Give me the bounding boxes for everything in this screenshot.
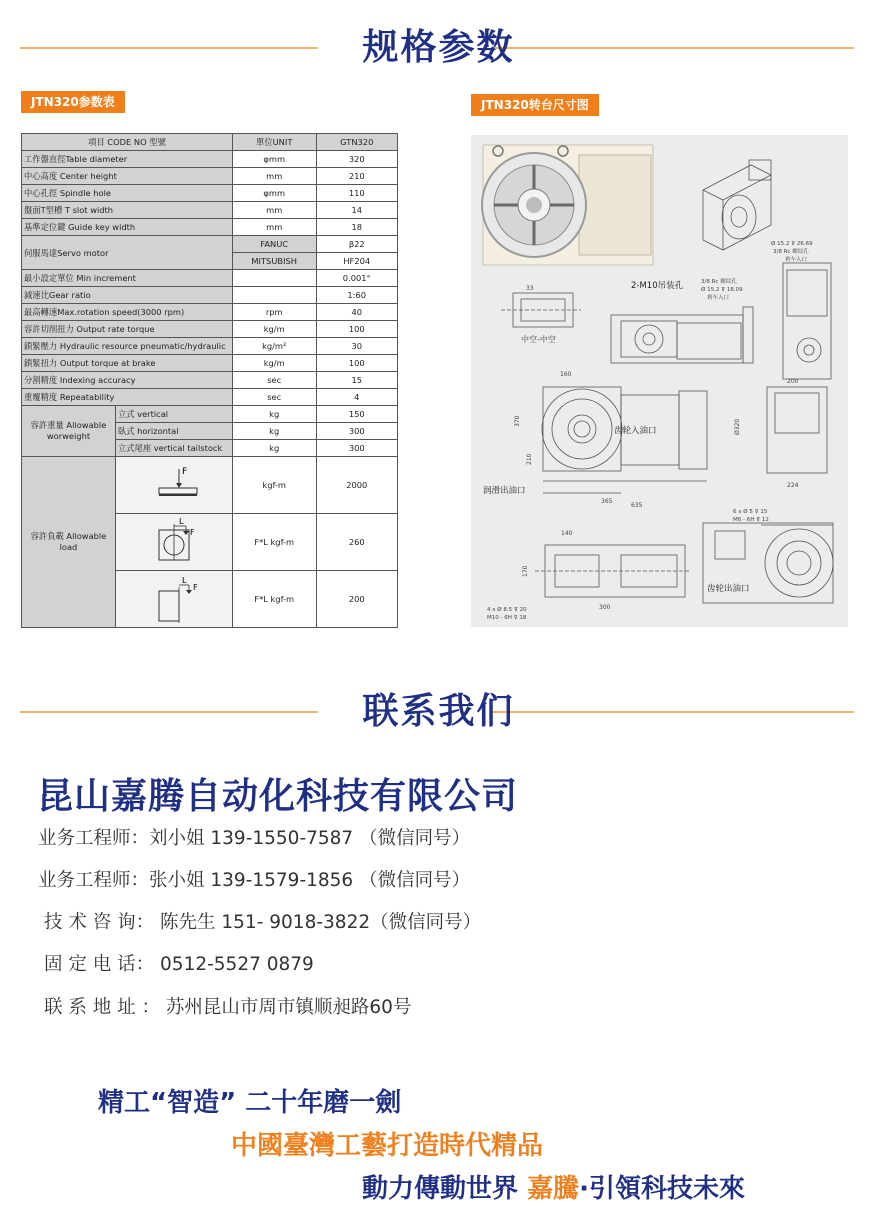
load-diagram-horizontal bbox=[115, 514, 232, 571]
spec-heading: 规格参数 bbox=[362, 27, 515, 68]
table-row: 減速比Gear ratio 1:60 bbox=[22, 287, 398, 304]
svg-text:Ø 15.2 ⊽ 18.09: Ø 15.2 ⊽ 18.09 bbox=[701, 287, 743, 293]
table-row: 最小設定單位 Min increment 0.001° bbox=[22, 270, 398, 287]
svg-text:370: 370 bbox=[514, 415, 521, 427]
load-diagram-tailstock bbox=[115, 571, 232, 628]
svg-text:L: L bbox=[181, 576, 187, 585]
load-tailstock-icon bbox=[119, 573, 229, 623]
svg-text:中空-中空: 中空-中空 bbox=[521, 335, 556, 344]
slogan-line-3 bbox=[362, 1168, 745, 1205]
rotary-table-drawing bbox=[471, 135, 848, 627]
company-name: 昆山嘉腾自动化科技有限公司 bbox=[37, 776, 519, 817]
contact-line: 业务工程师：张小姐 139-1579-1856 （微信同号） bbox=[38, 870, 471, 891]
table-header-row bbox=[22, 134, 398, 151]
table-row: L F F*L kgf-m 200 bbox=[22, 571, 398, 628]
header-model: GTN320 bbox=[316, 134, 398, 151]
load-vertical-icon bbox=[119, 459, 229, 509]
svg-text:200: 200 bbox=[787, 378, 799, 385]
contact-line: 固 定 电 话： 0512-5527 0879 bbox=[44, 954, 314, 975]
slogan-line-1: 精工“智造” 二十年磨一劍 bbox=[98, 1088, 402, 1118]
svg-text:210: 210 bbox=[526, 453, 533, 465]
plan-view bbox=[487, 530, 691, 621]
table-row: 最高轉速Max.rotation speed(3000 rpm) rpm 40 bbox=[22, 304, 398, 321]
svg-text:2-M10吊装孔: 2-M10吊装孔 bbox=[631, 281, 684, 291]
svg-text:4 x Ø 8.5 ⊽ 20: 4 x Ø 8.5 ⊽ 20 bbox=[487, 607, 527, 613]
table-row: MITSUBISH HF204 bbox=[22, 253, 398, 270]
spec-section-header bbox=[0, 24, 877, 72]
svg-text:6 x Ø 5 ⊽ 15: 6 x Ø 5 ⊽ 15 bbox=[733, 509, 768, 515]
table-row: L F F*L kgf-m 260 bbox=[22, 514, 398, 571]
dimension-drawing bbox=[471, 135, 848, 627]
table-row: 臥式 horizontal kg 300 bbox=[22, 423, 398, 440]
front-view bbox=[611, 277, 753, 363]
load-label: 容許負載 Allowable load bbox=[22, 457, 116, 628]
svg-text:Ø320: Ø320 bbox=[734, 418, 741, 435]
svg-text:剎车入口: 剎车入口 bbox=[785, 257, 808, 263]
svg-text:170: 170 bbox=[522, 565, 529, 577]
servo-label: 伺服馬達Servo motor bbox=[22, 236, 233, 270]
table-row: 基準定位鍵 Guide key width mm 18 bbox=[22, 219, 398, 236]
table-row: 容許重量 Allowable worweight 立式 vertical kg 150 bbox=[22, 406, 398, 423]
weight-label: 容許重量 Allowable worweight bbox=[22, 406, 116, 457]
table-row: 分割精度 Indexing accuracy sec 15 bbox=[22, 372, 398, 389]
right-side-view bbox=[771, 240, 831, 379]
table-row: 中心孔徑 Spindle hole φmm 110 bbox=[22, 185, 398, 202]
product-photo bbox=[482, 145, 653, 265]
drawing-tag: JTN320转台尺寸图 bbox=[471, 94, 599, 116]
table-row: 鎖緊壓力 Hydraulic resource pneumatic/hydraulic kg/m² 30 bbox=[22, 338, 398, 355]
svg-text:33: 33 bbox=[526, 285, 534, 292]
table-row: 伺服馬達Servo motor FANUC β22 bbox=[22, 236, 398, 253]
slogan-line-3a: 動力傳動世界 bbox=[362, 1174, 528, 1204]
isometric-view bbox=[703, 160, 771, 250]
svg-text:3/8 Rc 螺纹孔: 3/8 Rc 螺纹孔 bbox=[701, 279, 737, 285]
table-row: 重覆精度 Repeatability sec 4 bbox=[22, 389, 398, 406]
slogan-line-2: 中國臺灣工藝打造時代精品 bbox=[231, 1131, 544, 1161]
header-unit: 單位UNIT bbox=[232, 134, 316, 151]
slogan-line-3c: ·引領科技未來 bbox=[579, 1174, 745, 1204]
side-view-right bbox=[734, 378, 827, 489]
main-disc-view bbox=[483, 371, 707, 509]
side-view-small bbox=[501, 285, 581, 344]
svg-text:M6 - 6H ⊽ 12: M6 - 6H ⊽ 12 bbox=[733, 517, 769, 523]
svg-text:224: 224 bbox=[787, 482, 799, 489]
svg-text:L: L bbox=[178, 517, 184, 526]
svg-text:润滑出油口: 润滑出油口 bbox=[483, 486, 526, 496]
svg-text:M10 - 6H ⊽ 18: M10 - 6H ⊽ 18 bbox=[487, 615, 527, 621]
table-tag: JTN320参数表 bbox=[21, 91, 125, 113]
contact-line: 业务工程师：刘小姐 139-1550-7587 （微信同号） bbox=[38, 828, 471, 849]
svg-text:365: 365 bbox=[601, 498, 613, 505]
contact-line: 技 术 咨 询： 陈先生 151- 9018-3822（微信同号） bbox=[44, 912, 482, 933]
svg-text:F: F bbox=[192, 583, 198, 592]
load-diagram-vertical bbox=[115, 457, 232, 514]
table-row: 容許負載 Allowable load F kgf-m 2000 bbox=[22, 457, 398, 514]
contact-heading: 联系我们 bbox=[362, 691, 515, 732]
contact-section-header bbox=[0, 688, 877, 736]
contact-line: 联 系 地 址 ： 苏州昆山市周市镇顺昶路60号 bbox=[44, 997, 412, 1018]
svg-text:齿轮出油口: 齿轮出油口 bbox=[707, 584, 750, 594]
slogan-brand: 嘉騰 bbox=[527, 1174, 580, 1204]
svg-text:160: 160 bbox=[560, 371, 572, 378]
svg-text:Ø 15.2 ⊽ 26.69: Ø 15.2 ⊽ 26.69 bbox=[771, 241, 813, 247]
svg-text:F: F bbox=[189, 528, 195, 537]
face-view bbox=[703, 508, 833, 603]
table-row: 鎖緊扭力 Output torque at brake kg/m 100 bbox=[22, 355, 398, 372]
header-item: 項目 CODE NO 型號 bbox=[22, 134, 233, 151]
table-row: 盤面T型槽 T slot width mm 14 bbox=[22, 202, 398, 219]
svg-text:3/8 Rc 螺纹孔: 3/8 Rc 螺纹孔 bbox=[773, 249, 809, 255]
svg-text:300: 300 bbox=[599, 604, 611, 611]
load-horizontal-icon bbox=[119, 516, 229, 566]
spec-table bbox=[21, 133, 398, 628]
svg-text:F: F bbox=[181, 467, 188, 477]
table-row: 容許切削扭力 Output rate torque kg/m 100 bbox=[22, 321, 398, 338]
table-row: 中心高度 Center height mm 210 bbox=[22, 168, 398, 185]
svg-text:635: 635 bbox=[631, 502, 643, 509]
svg-text:剎车入口: 剎车入口 bbox=[707, 295, 730, 301]
svg-text:齿轮入油口: 齿轮入油口 bbox=[614, 426, 657, 436]
svg-text:140: 140 bbox=[561, 530, 573, 537]
table-row: 工作盤直徑Table diameter φmm 320 bbox=[22, 151, 398, 168]
table-row: 立式尾座 vertical tailstock kg 300 bbox=[22, 440, 398, 457]
